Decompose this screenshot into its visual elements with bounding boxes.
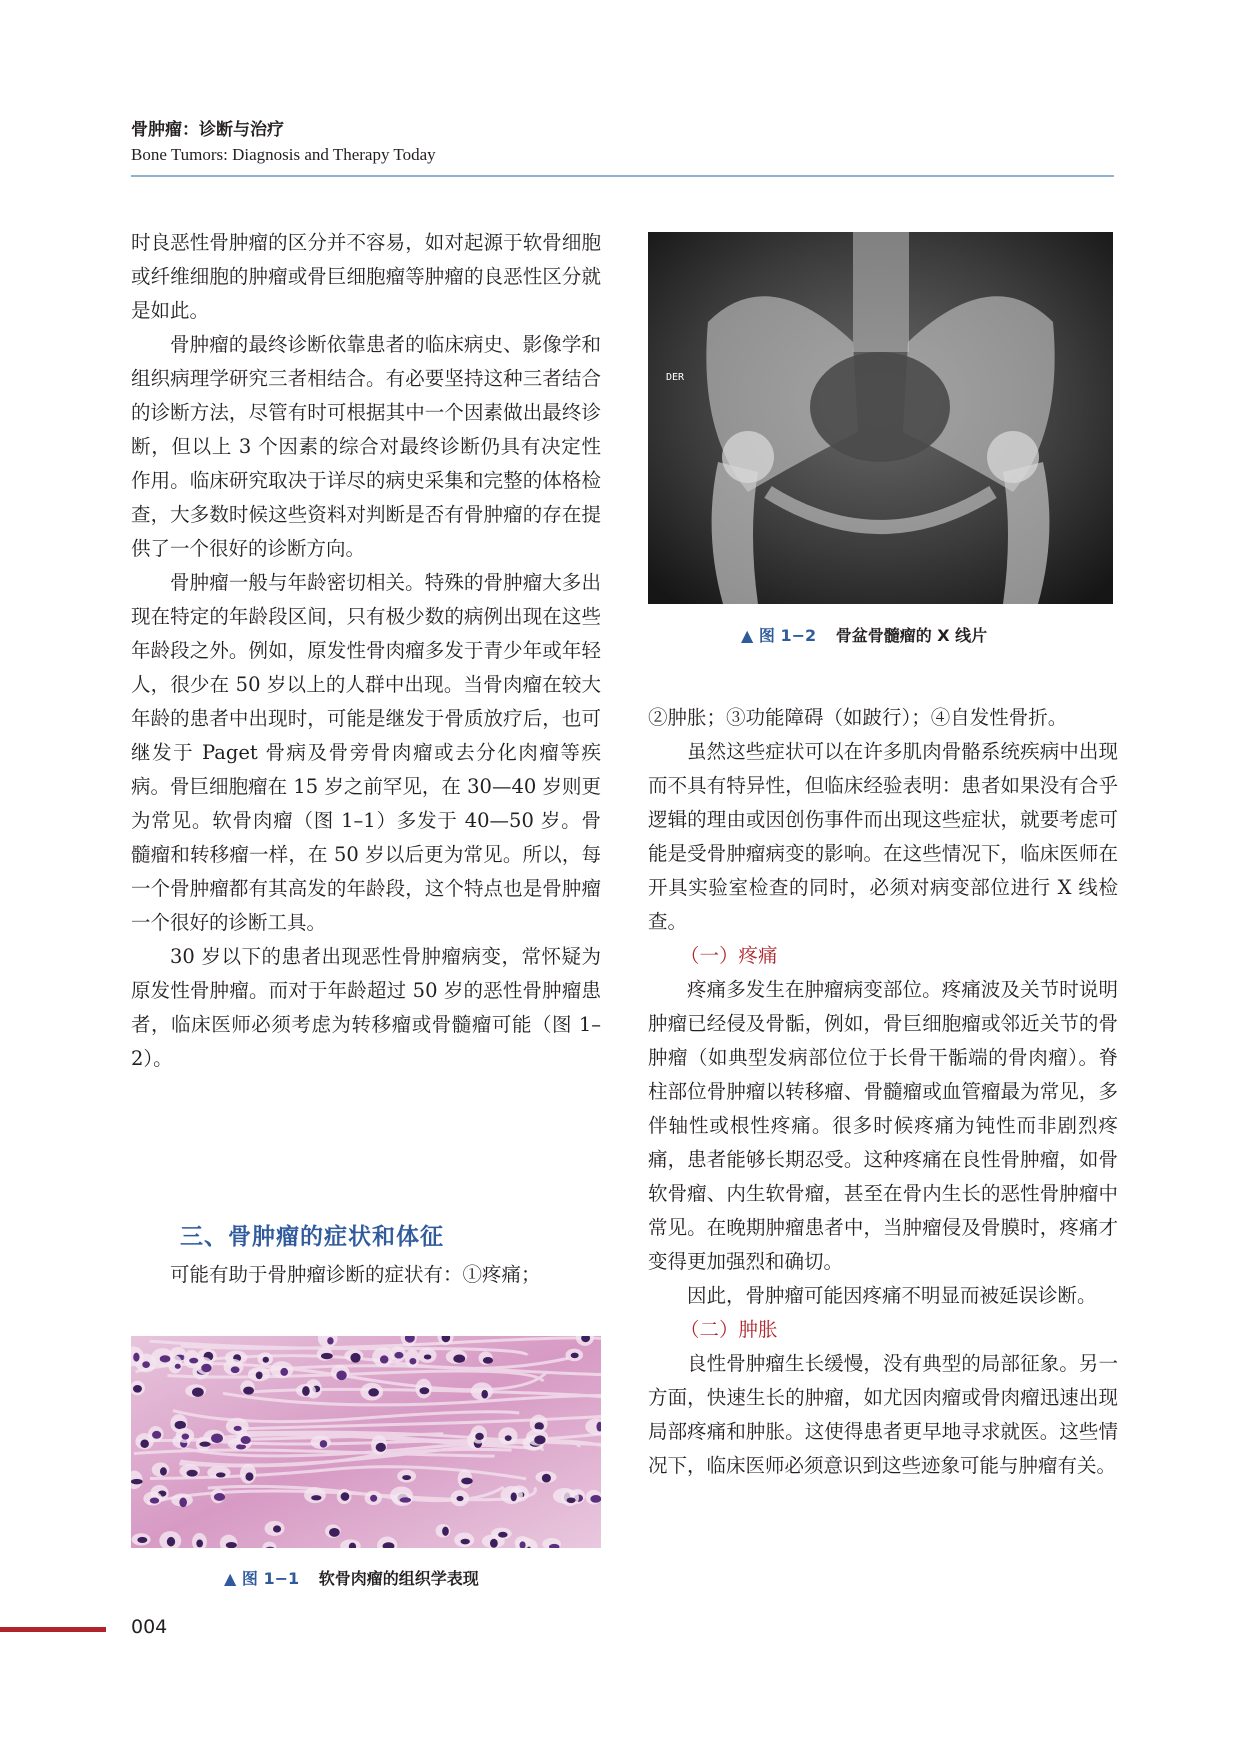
histology-nucleus bbox=[505, 1435, 512, 1441]
histology-nucleus bbox=[175, 1421, 186, 1429]
figure-1-1-text: 软骨肉瘤的组织学表现 bbox=[318, 1569, 479, 1588]
histology-nucleus bbox=[243, 1387, 254, 1395]
histology-nucleus bbox=[571, 1353, 579, 1359]
histology-nucleus bbox=[179, 1498, 187, 1508]
histology-nucleus bbox=[475, 1433, 484, 1440]
footer-accent-bar bbox=[0, 1627, 106, 1632]
histology-nucleus bbox=[542, 1474, 551, 1483]
histology-nucleus bbox=[280, 1368, 288, 1376]
histology-nucleus bbox=[442, 1527, 449, 1536]
histology-nucleus bbox=[216, 1472, 226, 1477]
histology-nucleus bbox=[192, 1388, 204, 1397]
histology-nucleus bbox=[236, 1444, 246, 1449]
histology-nucleus bbox=[341, 1492, 350, 1501]
left-column bbox=[131, 226, 601, 1076]
histology-nucleus bbox=[567, 1497, 576, 1503]
paragraph-pain-delay: 因此，骨肿瘤可能因疼痛不明显而被延误诊断。 bbox=[687, 1284, 1097, 1307]
histology-illustration bbox=[131, 1336, 601, 1548]
paragraph-continuation: 时良恶性骨肿瘤的区分并不容易，如对起源于软骨细胞或纤维细胞的肿瘤或骨巨细胞瘤等肿瘤的良恶性区分就是如此。 bbox=[131, 231, 601, 322]
section-intro: 可能有助于骨肿瘤诊断的症状有：①疼痛； bbox=[170, 1263, 541, 1286]
section-title: 三、骨肿瘤的症状和体征 bbox=[180, 1224, 444, 1250]
histology-nucleus bbox=[142, 1361, 150, 1368]
histology-nucleus bbox=[376, 1443, 386, 1452]
histology-nucleus bbox=[402, 1475, 411, 1480]
pelvis-xray-image bbox=[648, 232, 1113, 604]
histology-nucleus bbox=[336, 1371, 346, 1381]
running-header-en: Bone Tumors: Diagnosis and Therapy Today bbox=[131, 145, 436, 164]
subheading-swelling: （二）肿胀 bbox=[680, 1318, 778, 1341]
subheading-pain: （一）疼痛 bbox=[680, 944, 778, 967]
histology-nucleus bbox=[424, 1354, 431, 1359]
histology-nucleus bbox=[150, 1498, 159, 1504]
paragraph-swelling: 良性骨肿瘤生长缓慢，没有典型的局部征象。另一方面，快速生长的肿瘤，如尤因肉瘤或骨肉瘤迅速出现局部疼痛和肿胀。这使得患者更早地寻求就医。这些情况下，临床医师必须意识到这些迹象可能与肿瘤有关。 bbox=[648, 1352, 1118, 1477]
histology-nucleus bbox=[320, 1440, 327, 1447]
histology-nucleus bbox=[327, 1337, 333, 1344]
histology-nucleus bbox=[400, 1497, 411, 1502]
histology-lacuna bbox=[304, 1487, 326, 1503]
figure-1-1-caption bbox=[224, 1566, 479, 1589]
paragraph-xray-exam: 虽然这些症状可以在许多肌肉骨骼系统疾病中出现而不具有特异性，但临床经验表明：患者如果没有合乎逻辑的理由或因创伤事件而出现这些症状，就要考虑可能是受骨肿瘤病变的影响。在这些情况下，临床医师在开具实验室检查的同时，必须对病变部位进行 X 线检查。 bbox=[648, 740, 1118, 933]
histology-lacuna bbox=[471, 1382, 493, 1400]
histology-nucleus bbox=[490, 1539, 498, 1548]
histology-nucleus bbox=[409, 1358, 416, 1364]
paragraph-pain: 疼痛多发生在肿瘤病变部位。疼痛波及关节时说明肿瘤已经侵及骨骺，例如，骨巨细胞瘤或邻近关节的骨肿瘤（如典型发病部位位于长骨干骺端的骨肉瘤）。脊柱部位骨肿瘤以转移瘤、骨髓瘤或血管瘤最为常见，多伴轴性或根性疼痛。很多时候疼痛为钝性而非剧烈疼痛，患者能够长期忍受。这种疼痛在良性骨肿瘤，如骨软骨瘤、内生软骨瘤，甚至在骨内生长的恶性骨肿瘤中常见。在晚期肿瘤患者中，当肿瘤侵及骨膜时，疼痛才变得更加强烈和确切。 bbox=[648, 978, 1118, 1273]
histology-nucleus bbox=[214, 1493, 225, 1501]
histology-nucleus bbox=[231, 1366, 240, 1373]
histology-nucleus bbox=[186, 1470, 197, 1477]
histology-nucleus bbox=[321, 1353, 333, 1359]
figure-1-2-number: ▲ 图 1−2 bbox=[741, 626, 817, 645]
histology-nucleus bbox=[256, 1371, 263, 1379]
histology-nucleus bbox=[453, 1354, 465, 1362]
histology-nucleus bbox=[456, 1496, 463, 1501]
histology-nucleus bbox=[182, 1433, 190, 1439]
histology-nucleus bbox=[245, 1472, 253, 1481]
histology-nucleus bbox=[234, 1426, 242, 1431]
histology-nucleus bbox=[481, 1390, 488, 1399]
histology-nucleus bbox=[196, 1539, 203, 1547]
histology-nucleus bbox=[152, 1431, 161, 1439]
histology-nucleus bbox=[329, 1528, 340, 1537]
histology-nucleus bbox=[590, 1495, 601, 1503]
pelvis-xray-illustration bbox=[648, 232, 1113, 604]
symptom-list-continuation: ②肿胀；③功能障碍（如跛行）；④自发性骨折。 bbox=[648, 706, 1068, 729]
paragraph-age: 骨肿瘤一般与年龄密切相关。特殊的骨肿瘤大多出现在特定的年龄段区间，只有极少数的病例出现在这些年龄段之外。例如，原发性骨肉瘤多发于青少年或年轻人，很少在 50 岁以上的人群中出现。当骨肉瘤在较大年龄的患者中出现时，可能是继发于骨质放疗后，也可继发于 Paget 骨病及骨旁骨肉瘤或去分化肉瘤等疾病。骨巨细胞瘤在 15 岁之前罕见，在 30—40 岁则更为常见。软骨肉瘤（图 1–1）多发于 40—50 岁。骨髓瘤和转移瘤一样，在 50 岁以后更为常见。所以，每一个骨肿瘤都有其高发的年龄段，这个特点也是骨肿瘤一个很好的诊断工具。 bbox=[131, 571, 601, 934]
histology-nucleus bbox=[167, 1537, 175, 1547]
right-column bbox=[648, 701, 1118, 1483]
histology-nucleus bbox=[175, 1364, 181, 1369]
histology-nucleus bbox=[189, 1358, 198, 1364]
histology-nucleus bbox=[201, 1364, 211, 1372]
histology-nucleus bbox=[131, 1479, 143, 1485]
histology-nucleus bbox=[211, 1433, 223, 1443]
header-rule bbox=[131, 175, 1114, 177]
histology-nucleus bbox=[241, 1436, 251, 1444]
histology-nucleus bbox=[133, 1385, 142, 1393]
histology-nucleus bbox=[263, 1357, 269, 1363]
histology-nucleus bbox=[394, 1352, 403, 1359]
histology-nucleus bbox=[226, 1542, 237, 1548]
histology-nucleus bbox=[273, 1525, 281, 1532]
paragraph-diagnosis: 骨肿瘤的最终诊断依靠患者的临床病史、影像学和组织病理学研究三者相结合。有必要坚持这种三者结合的诊断方法，尽管有时可根据其中一个因素做出最终诊断，但以上 3 个因素的综合对最终诊断仍具有决定性作用。临床研究取决于详尽的病史采集和完整的体格检查，大多数时候这些资料对判断是否有骨肿瘤的存在提供了一个很好的诊断方向。 bbox=[131, 333, 601, 560]
histology-nucleus bbox=[534, 1422, 543, 1430]
histology-nucleus bbox=[370, 1495, 377, 1502]
histology-nucleus bbox=[534, 1435, 545, 1444]
figure-1-2-text: 骨盆骨髓瘤的 X 线片 bbox=[835, 626, 988, 645]
histology-nucleus bbox=[368, 1388, 379, 1396]
histology-nucleus bbox=[302, 1386, 310, 1396]
histology-nucleus bbox=[199, 1442, 210, 1447]
histology-nucleus bbox=[140, 1439, 149, 1448]
histology-nucleus bbox=[483, 1357, 493, 1364]
histology-nucleus bbox=[461, 1539, 470, 1545]
histology-nucleus bbox=[133, 1353, 139, 1362]
section-intro-block bbox=[131, 1258, 601, 1292]
running-header-cn: 骨肿瘤：诊断与治疗 bbox=[131, 120, 284, 140]
histology-nucleus bbox=[498, 1532, 507, 1538]
xray-side-marker: DER bbox=[666, 372, 685, 383]
histology-nucleus bbox=[137, 1537, 147, 1543]
histology-nucleus bbox=[511, 1492, 517, 1501]
figure-1-2-caption bbox=[741, 623, 987, 646]
page-number: 004 bbox=[131, 1616, 168, 1638]
histology-nucleus bbox=[380, 1355, 389, 1363]
histology-image bbox=[131, 1336, 601, 1548]
histology-nucleus bbox=[311, 1495, 321, 1500]
figure-1-1-number: ▲ 图 1−1 bbox=[224, 1569, 300, 1588]
paragraph-malignant: 30 岁以下的患者出现恶性骨肿瘤病变，常怀疑为原发性骨肿瘤。而对于年龄超过 50 岁的恶性骨肿瘤患者，临床医师必须考虑为转移瘤或骨髓瘤可能（图 1–2）。 bbox=[131, 945, 601, 1070]
histology-nucleus bbox=[350, 1353, 360, 1363]
histology-nucleus bbox=[160, 1467, 167, 1475]
histology-nucleus bbox=[461, 1478, 472, 1485]
histology-nucleus bbox=[160, 1355, 171, 1362]
histology-nucleus bbox=[419, 1387, 429, 1394]
